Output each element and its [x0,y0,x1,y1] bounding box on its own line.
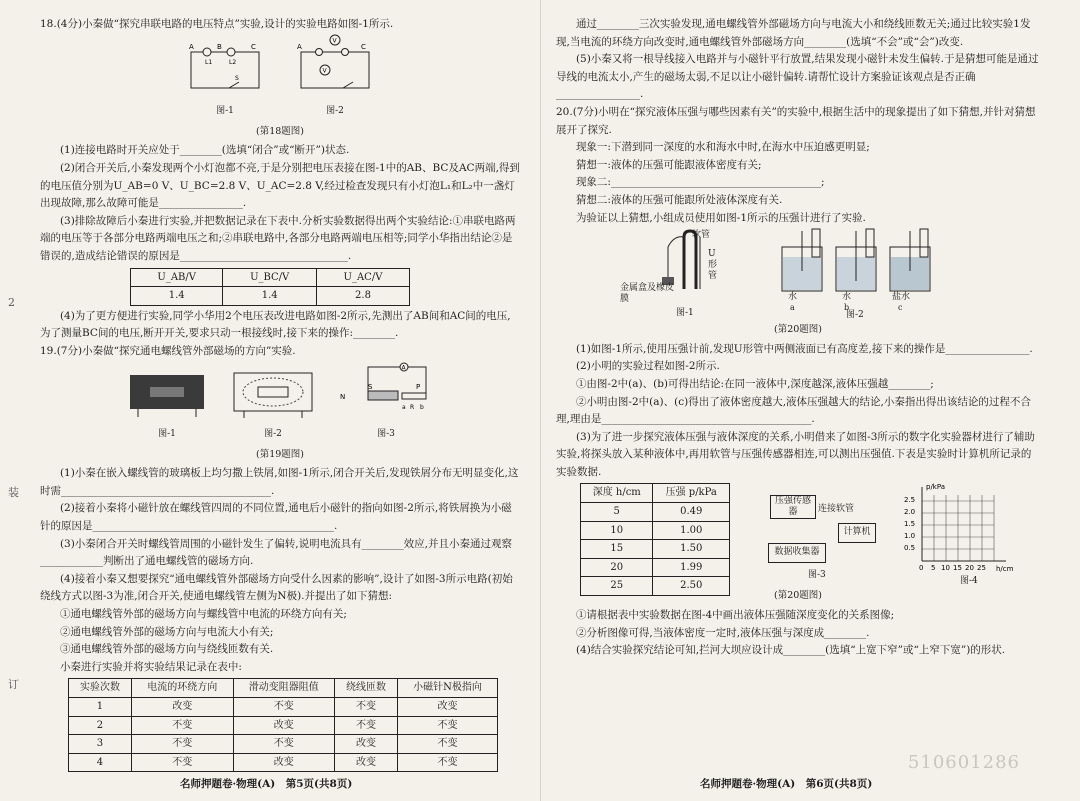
iron-filings-diagram [126,371,208,419]
svg-text:S: S [368,382,373,391]
q18-figure-caption: (第18题图) [255,125,304,137]
q19-part5: (5)小秦又将一根导线接入电路并与小磁针平行放置,结果发现小磁针未发生偏转.于是猜想可能是通过导线的电流太小,产生的磁场太弱,不足以让小磁针偏转.请帮忙设计方案验证该观点是否正确________________. [556,53,1039,101]
svg-text:V: V [332,37,337,45]
beaker-b-label: b [844,303,850,313]
q18-title: 18.(4分)小秦做“探究串联电路的电压特点”实验,设计的实验电路如图-1所示. [40,18,394,30]
chart-y-tick: 1.5 [904,520,916,529]
q18-fig1-label: 图-1 [216,106,234,117]
table-cell: 不变 [131,753,233,772]
chart-x-tick: 5 [931,564,936,573]
q18-fig2-label: 图-2 [326,106,344,117]
q20-figures-3-4 [556,481,1040,592]
table-cell: 25 [581,577,653,596]
q20-guess2: 猜想二:液体的压强可能跟所处液体深度有关. [575,193,783,206]
table-cell: 不变 [131,735,233,754]
svg-text:b: b [420,403,424,411]
table-header-cell: 实验次数 [69,679,132,698]
table-header-cell: U_BC/V [223,268,317,287]
q19-figure-caption: (第19题图) [255,448,304,460]
svg-text:a: a [402,403,406,411]
table-cell: 改变 [131,698,233,717]
table-cell: 4 [69,753,132,772]
q20-fig2-label: 图-2 [846,310,864,321]
q20-figure-caption-2: (第20题图) [773,590,822,602]
table-cell: 不变 [233,698,335,717]
table-cell: 15 [581,540,653,559]
table-cell: 2.50 [653,577,730,596]
q19-part2: (2)接着小秦将小磁针放在螺线管四周的不同位置,通电后小磁针的指向如图-2所示,将铁屑换为小磁针的原因是______________________________________________. [40,502,512,533]
chart-y-tick: 2.0 [904,508,916,517]
q20-part3-task1: ①请根据表中实验数据在图-4中画出液体压强随深度变化的关系图像; [575,609,895,622]
svg-text:A: A [297,42,302,51]
circuit-1-diagram [185,42,265,96]
q18-part4: (4)为了更方便进行实验,同学小华用2个电压表改进电路如图-2所示,先测出了AB间和AC间的电压,为了测量BC间的电压,断开开关,要求只动一根接线时,接下来的操作:________. [40,309,511,340]
q20-phenomenon1: 现象一:下潜到同一深度的水和海水中时,在海水中压迫感更明显; [575,141,870,154]
table-header-cell: U_AC/V [316,268,409,287]
q19-continued-part4: 通过________三次实验发现,通电螺线管外部磁场方向与电流大小和绕线匝数无关;通过比较实验1发现,当电流的环绕方向改变时,通电螺线管外部磁场方向________(选填“不会”或“会”)改变. [556,18,1031,48]
svg-text:A: A [189,42,194,51]
q20-part2b: ②小明由图-2中(a)、(c)得出了液体密度越大,液体压强越大的结论,小秦指出得出该结论的过程不合理,理由是________________________________________. [556,395,1031,426]
q20-table [580,483,730,596]
pressure-depth-grid-chart [896,481,1026,581]
q19-figures [40,361,520,444]
table-cell: 1.4 [131,287,223,306]
right-page-footer: 名师押题卷·物理(A) 第6页(共8页) [700,778,873,790]
table-cell: 改变 [233,716,335,735]
table-cell: 1 [69,698,132,717]
beaker-c-liquid: 盐水 [892,292,911,303]
beaker-c-label: c [898,303,903,313]
svg-text:S: S [235,74,239,82]
q20-guess1: 猜想一:液体的压强可能跟液体密度有关; [575,158,762,171]
table-cell: 改变 [335,753,398,772]
q19-part4: (4)接着小秦又想要探究“通电螺线管外部磁场方向受什么因素的影响”,设计了如图-3所示电路(初始绕线方式以图-3为准,闭合开关,使通电螺线管左侧为N极).并提出了如下猜想: [40,572,513,603]
q19-guess3: ③通电螺线管外部的磁场方向与绕线匝数有关. [59,643,274,656]
q19-fig2 [232,371,314,444]
table-cell: 10 [581,521,653,540]
q20-part4: (4)结合实验探究结论可知,拦河大坝应设计成________(选填“上宽下窄”或“上窄下宽”)的形状. [575,644,1006,657]
q19-fig3 [338,361,434,444]
table-cell: 1.99 [653,558,730,577]
q20-figures-1-2 [556,227,1040,319]
table-header-cell: 压强 p/kPa [653,484,730,503]
table-header-cell: 电流的环绕方向 [131,679,233,698]
q19-guess2: ②通电螺线管外部的磁场方向与电流大小有关; [59,625,274,638]
svg-text:B: B [217,42,222,51]
q20-fig4-label: 图-4 [960,576,978,587]
left-page [40,16,520,772]
beakers-diagram [778,227,938,303]
q19-fig3-label: 图-3 [377,429,395,440]
table-header-cell: 绕线匝数 [335,679,398,698]
q20-figure-caption: (第20题图) [773,324,822,336]
table-cell: 3 [69,735,132,754]
table-header-cell: 滑动变阻器阻值 [233,679,335,698]
table-cell: 改变 [335,735,398,754]
table-cell: 改变 [233,753,335,772]
q18-part1: (1)连接电路时开关应处于________(选填“闭合”或“断开”)状态. [59,144,350,157]
table-row [69,735,498,754]
margin-mark: 订 [8,678,19,691]
q19-guess1: ①通电螺线管外部的磁场方向与螺线管中电流的环绕方向有关; [59,608,347,621]
svg-text:R: R [410,403,415,411]
q19-fig1-label: 图-1 [158,429,176,440]
table-cell: 2.8 [316,287,409,306]
table-cell: 不变 [398,735,498,754]
margin-mark: 装 [8,486,19,499]
table-row [69,698,498,717]
table-row [581,503,730,522]
table-cell: 5 [581,503,653,522]
left-page-footer: 名师押题卷·物理(A) 第5页(共8页) [180,778,353,790]
svg-text:L1: L1 [205,58,213,66]
watermark-text: 510601286 [907,752,1020,773]
q20-part3-task2: ②分析图像可得,当液体密度一定时,液体压强与深度成________. [575,626,870,639]
q20-part1: (1)如图-1所示,使用压强计前,发现U形管中两侧液面已有高度差,接下来的操作是________________. [575,342,1033,355]
table-header-cell: U_AB/V [131,268,223,287]
table-header-cell: 深度 h/cm [581,484,653,503]
q18-fig1 [185,42,265,121]
table-cell: 不变 [398,716,498,735]
q20-intro: 为验证以上猜想,小组成员使用如图-1所示的压强计进行了实验. [575,211,866,224]
page-divider [540,0,541,801]
table-cell: 不变 [335,698,398,717]
table-cell: 0.49 [653,503,730,522]
q20-part2: (2)小明的实验过程如图-2所示. [575,360,720,373]
metal-box-label: 金属盒及橡皮膜 [620,283,675,305]
q19-part3: (3)小秦闭合开关时螺线管周围的小磁针发生了偏转,说明电流具有________效应,并且小秦通过观察____________判断出了通电螺线管的磁场方向. [40,537,512,568]
chart-x-tick: 0 [919,564,924,573]
table-cell: 1.50 [653,540,730,559]
table-cell: 不变 [233,735,335,754]
solenoid-circuit-diagram [338,361,434,419]
chart-x-tick: 10 [941,564,950,573]
svg-text:L2: L2 [229,58,237,66]
table-cell: 改变 [398,698,498,717]
compass-field-diagram [232,371,314,419]
table-cell: 不变 [335,716,398,735]
hose-connection-label: 连接软管 [818,504,855,515]
chart-y-tick: 0.5 [904,544,916,553]
chart-x-tick: 25 [977,564,986,573]
q20-title: 20.(7分)小明在“探究液体压强与哪些因素有关”的实验中,根据生活中的现象提出了如下猜想,并针对猜想展开了探究. [556,105,1036,136]
chart-x-tick: 20 [965,564,974,573]
data-collector-box: 数据收集器 [768,543,826,563]
chart-y-tick: 2.5 [904,496,916,505]
q20-part3: (3)为了进一步探究液体压强与液体深度的关系,小明借来了如图-3所示的数字化实验器材进行了辅助实验,将探头放入某种液体中,再用软管与压强传感器相连,可以测出压强值.下表是实验时计算机所记录的实验数据. [556,430,1035,478]
table-cell: 不变 [398,753,498,772]
chart-x-axis-label: h/cm [996,565,1014,574]
q18-part3: (3)排除故障后小秦进行实验,并把数据记录在下表中.分析实验数据得出两个实验结论:①串联电路两端的电压等于各部分电路两端电压之和;②串联电路中,各部分电路两端电压相等;同学小华指出结论②是错误的,造成结论错误的原因是________________________________. [40,214,516,262]
q19-fig1 [126,371,208,444]
q18-figures [40,34,520,121]
hose-label: 软管 [692,230,711,241]
table-cell: 1.00 [653,521,730,540]
q18-part2: (2)闭合开关后,小秦发现两个小灯泡都不亮,于是分别把电压表接在图-1中的AB、BC及AC两端,得到的电压值分别为U_AB=0 V、U_BC=2.8 V、U_AC=2.8 V,经过检查发现只有小灯泡L₁和L₂中一盏灯出现故障,那么故障可能是________________. [40,161,520,210]
table-row [581,521,730,540]
beaker-a-liquid: 水 [788,292,798,303]
q20-fig1-label: 图-1 [676,308,694,319]
chart-y-tick: 1.0 [904,532,916,541]
q19-fig2-label: 图-2 [264,429,282,440]
table-row [581,540,730,559]
q19-table-intro: 小秦进行实验并将实验结果记录在表中: [59,660,242,673]
table-row [69,716,498,735]
table-cell: 不变 [131,716,233,735]
pressure-sensor-box: 压强传感器 [770,495,816,519]
table-row [581,577,730,596]
chart-x-tick: 15 [953,564,962,573]
q20-fig3-label: 图-3 [808,570,826,581]
svg-text:C: C [361,42,366,51]
q19-part1: (1)小秦在嵌入螺线管的玻璃板上均匀撒上铁屑,如图-1所示,闭合开关后,发现铁屑分布无明显变化,这时需________________________________________. [40,467,519,497]
q20-phenomenon2: 现象二:________________________________________; [575,176,825,189]
chart-y-axis-label: p/kPa [926,483,946,492]
beaker-b-liquid: 水 [842,292,852,303]
q18-table [130,268,410,306]
svg-text:A: A [401,364,406,371]
margin-mark: 2 [8,296,15,309]
table-header-cell: 小磁针N极指向 [398,679,498,698]
table-cell: 2 [69,716,132,735]
svg-text:P: P [416,382,421,391]
svg-text:N: N [340,392,346,401]
u-tube-label: U形管 [708,249,718,282]
q19-table [68,678,498,772]
svg-text:C: C [251,42,256,51]
q18-fig2 [295,34,375,121]
svg-text:V: V [322,67,327,75]
q20-part2a: ①由图-2中(a)、(b)可得出结论:在同一液体中,深度越深,液体压强越________; [575,377,934,390]
right-page [556,16,1040,660]
table-row [581,558,730,577]
table-row [69,753,498,772]
circuit-2-diagram [295,34,375,96]
q19-title: 19.(7分)小秦做“探究通电螺线管外部磁场的方向”实验. [40,344,296,357]
beaker-a-label: a [790,303,795,313]
computer-box: 计算机 [838,523,876,543]
table-cell: 1.4 [223,287,317,306]
table-cell: 20 [581,558,653,577]
